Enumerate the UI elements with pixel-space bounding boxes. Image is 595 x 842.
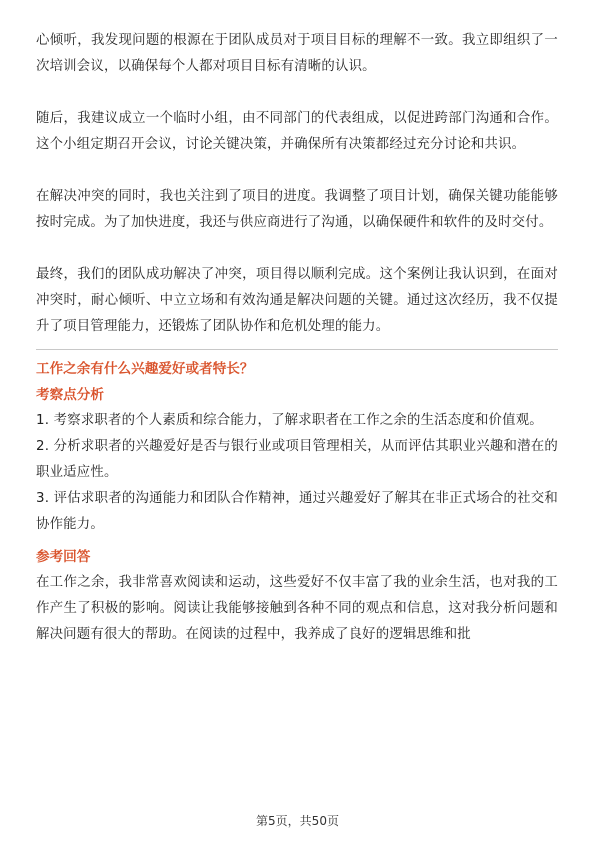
question-title: 工作之余有什么兴趣爱好或者特长？	[36, 361, 254, 377]
body-paragraph: 心倾听，我发现问题的根源在于团队成员对于项目目标的理解不一致。我立即组织了一次培训会议，以确保每个人都对项目目标有清晰的认识。	[36, 33, 558, 74]
analysis-item: 1. 考察求职者的个人素质和综合能力，了解求职者在工作之余的生活态度和价值观。	[36, 413, 543, 428]
section-divider	[36, 349, 558, 350]
answer-paragraph: 在工作之余，我非常喜欢阅读和运动，这些爱好不仅丰富了我的业余生活，也对我的工作产生了积极的影响。阅读让我能够接触到各种不同的观点和信息，这对我分析问题和解决问题有很大的帮助。在阅读的过程中，我养成了良好的逻辑思维和批	[36, 575, 558, 642]
analysis-item: 3. 评估求职者的沟通能力和团队合作精神，通过兴趣爱好了解其在非正式场合的社交和协作能力。	[36, 491, 558, 532]
body-paragraph: 随后，我建议成立一个临时小组，由不同部门的代表组成，以促进跨部门沟通和合作。这个小组定期召开会议，讨论关键决策，并确保所有决策都经过充分讨论和共识。	[36, 111, 558, 152]
analysis-heading: 考察点分析	[36, 387, 104, 403]
body-paragraph: 最终，我们的团队成功解决了冲突，项目得以顺利完成。这个案例让我认识到，在面对冲突时，耐心倾听、中立立场和有效沟通是解决问题的关键。通过这次经历，我不仅提升了项目管理能力，还锻炼了团队协作和危机处理的能力。	[36, 267, 558, 334]
paragraph-gap	[36, 236, 558, 262]
page-number: 第5页，共50页	[256, 814, 339, 828]
analysis-item: 2. 分析求职者的兴趣爱好是否与银行业或项目管理相关，从而评估其职业兴趣和潜在的职业适应性。	[36, 439, 558, 480]
answer-heading: 参考回答	[36, 549, 91, 565]
document-page	[36, 28, 558, 648]
paragraph-gap	[36, 158, 558, 184]
page-footer	[0, 812, 595, 829]
paragraph-gap	[36, 80, 558, 106]
body-paragraph: 在解决冲突的同时，我也关注到了项目的进度。我调整了项目计划，确保关键功能能够按时完成。为了加快进度，我还与供应商进行了沟通，以确保硬件和软件的及时交付。	[36, 189, 558, 230]
